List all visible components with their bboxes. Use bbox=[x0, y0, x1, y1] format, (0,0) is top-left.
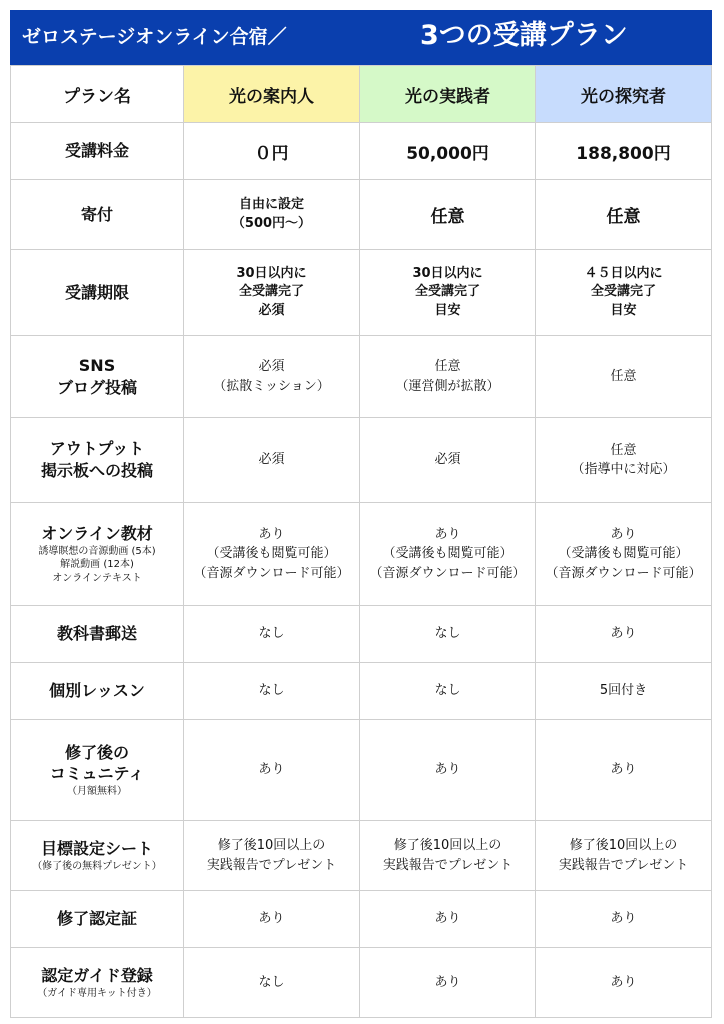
plan-comparison-table bbox=[10, 65, 712, 1018]
table-cell bbox=[360, 503, 536, 606]
cell-line: あり bbox=[258, 526, 285, 542]
table-cell bbox=[360, 821, 536, 891]
row-label-note: オンラインテキスト bbox=[52, 572, 142, 584]
table-row bbox=[11, 821, 712, 891]
table-cell bbox=[184, 821, 360, 891]
table-cell bbox=[184, 180, 360, 250]
table-header-row bbox=[11, 66, 712, 123]
cell-line: 修了後10回以上の bbox=[217, 838, 326, 853]
table-cell: あり bbox=[536, 891, 712, 948]
row-label-text: コミュニティ bbox=[49, 764, 145, 784]
table-row bbox=[11, 891, 712, 948]
table-cell: あり bbox=[360, 891, 536, 948]
row-label bbox=[11, 663, 184, 720]
cell-line: （運営側が拡散） bbox=[395, 378, 500, 394]
cell-line: 全受講完了 bbox=[590, 284, 656, 300]
cell-line: 30日以内に bbox=[412, 266, 483, 282]
table-cell: あり bbox=[536, 720, 712, 821]
table-cell bbox=[536, 503, 712, 606]
header-cell-plan-name: プラン名 bbox=[11, 66, 184, 123]
cell-line: （音源ダウンロード可能） bbox=[193, 565, 350, 581]
table-cell: 5回付き bbox=[536, 663, 712, 720]
cell-line: （指導中に対応） bbox=[571, 462, 676, 477]
table-cell: 任意 bbox=[360, 180, 536, 250]
table-cell: 188,800円 bbox=[536, 123, 712, 180]
cell-line: あり bbox=[610, 526, 637, 542]
row-label-text: 目標設定シート bbox=[40, 838, 153, 858]
table-cell: あり bbox=[184, 720, 360, 821]
row-label-text: 修了認定証 bbox=[56, 909, 137, 929]
cell-line: 目安 bbox=[610, 302, 637, 318]
table-cell bbox=[536, 821, 712, 891]
table-cell bbox=[536, 336, 712, 418]
table-cell: あり bbox=[536, 606, 712, 663]
row-label-text: 受講期限 bbox=[64, 282, 129, 302]
row-label bbox=[11, 336, 184, 418]
row-label bbox=[11, 821, 184, 891]
row-label bbox=[11, 606, 184, 663]
cell-line: （音源ダウンロード可能） bbox=[545, 565, 702, 581]
table-cell: あり bbox=[184, 891, 360, 948]
row-label-text: 教科書郵送 bbox=[56, 624, 137, 644]
table-row bbox=[11, 250, 712, 336]
cell-line: 必須 bbox=[258, 302, 285, 318]
table-cell bbox=[360, 250, 536, 336]
row-label-note: （修了後の無料プレゼント） bbox=[32, 860, 162, 872]
cell-line: （音源ダウンロード可能） bbox=[369, 565, 526, 581]
table-row bbox=[11, 606, 712, 663]
cell-line: あり bbox=[434, 526, 461, 542]
table-row bbox=[11, 720, 712, 821]
row-label-note: （ガイド専用キット付き） bbox=[37, 987, 157, 999]
row-label-text: 受講料金 bbox=[64, 141, 129, 161]
page-header bbox=[10, 10, 712, 65]
row-label-note: 誘導瞑想の音源動画 (5本) bbox=[38, 545, 156, 557]
cell-line: 目安 bbox=[434, 302, 461, 318]
table-cell: あり bbox=[536, 948, 712, 1018]
row-label bbox=[11, 948, 184, 1018]
table-cell bbox=[536, 418, 712, 503]
table-cell: 50,000円 bbox=[360, 123, 536, 180]
cell-line: ４５日以内に bbox=[584, 266, 663, 282]
plan-header-2: 光の実践者 bbox=[360, 66, 536, 123]
table-row bbox=[11, 418, 712, 503]
table-cell: 任意 bbox=[536, 180, 712, 250]
row-label-text: SNS bbox=[78, 355, 116, 375]
table-cell: あり bbox=[360, 720, 536, 821]
cell-line: 任意 bbox=[434, 359, 461, 374]
header-subtitle: ゼロステージオンライン合宿／ bbox=[22, 26, 287, 48]
plan-header-1: 光の案内人 bbox=[184, 66, 360, 123]
row-label bbox=[11, 123, 184, 180]
row-label-text: ブログ投稿 bbox=[56, 377, 137, 397]
table-cell: あり bbox=[360, 948, 536, 1018]
cell-line: 30日以内に bbox=[236, 266, 307, 282]
cell-line: 任意 bbox=[610, 368, 637, 384]
header-title: 3つの受講プラン bbox=[420, 20, 628, 51]
table-row bbox=[11, 180, 712, 250]
table-cell bbox=[184, 503, 360, 606]
row-label-text: 掲示板への投稿 bbox=[40, 461, 153, 480]
row-label bbox=[11, 503, 184, 606]
cell-line: 実践報告でプレゼント bbox=[206, 857, 337, 873]
table-row bbox=[11, 336, 712, 418]
table-cell: なし bbox=[184, 663, 360, 720]
row-label-text: 修了後の bbox=[64, 742, 129, 762]
cell-line: 必須 bbox=[258, 359, 285, 374]
table-cell: なし bbox=[360, 606, 536, 663]
row-label bbox=[11, 250, 184, 336]
table-cell: なし bbox=[184, 948, 360, 1018]
cell-line: 自由に設定 bbox=[238, 197, 304, 213]
table-cell bbox=[184, 250, 360, 336]
row-label-note: 解説動画 (12本) bbox=[60, 559, 134, 571]
row-label bbox=[11, 720, 184, 821]
cell-line: 必須 bbox=[258, 452, 285, 468]
row-label-text: 個別レッスン bbox=[49, 681, 145, 701]
table-cell bbox=[184, 418, 360, 503]
row-label bbox=[11, 891, 184, 948]
table-row bbox=[11, 948, 712, 1018]
row-label-text: 認定ガイド登録 bbox=[41, 965, 153, 985]
table-cell bbox=[360, 336, 536, 418]
cell-line: （受講後も閲覧可能） bbox=[206, 546, 337, 562]
table-cell bbox=[184, 336, 360, 418]
table-row bbox=[11, 123, 712, 180]
cell-line: 全受講完了 bbox=[238, 284, 304, 300]
table-cell: なし bbox=[360, 663, 536, 720]
cell-line: 実践報告でプレゼント bbox=[558, 857, 689, 873]
table-cell bbox=[360, 418, 536, 503]
table-row bbox=[11, 503, 712, 606]
row-label-text: 寄付 bbox=[80, 204, 113, 224]
table-row bbox=[11, 663, 712, 720]
row-label bbox=[11, 418, 184, 503]
table-cell bbox=[536, 250, 712, 336]
cell-line: 実践報告でプレゼント bbox=[382, 857, 513, 873]
row-label-note: （月額無料） bbox=[67, 785, 127, 797]
cell-line: （拡散ミッション） bbox=[213, 378, 330, 394]
cell-line: 全受講完了 bbox=[414, 284, 480, 300]
cell-line: （受講後も閲覧可能） bbox=[558, 546, 689, 562]
plan-header-3: 光の探究者 bbox=[536, 66, 712, 123]
table-cell: なし bbox=[184, 606, 360, 663]
row-label bbox=[11, 180, 184, 250]
cell-line: （500円〜） bbox=[231, 215, 312, 231]
cell-line: 必須 bbox=[434, 452, 461, 468]
cell-line: （受講後も閲覧可能） bbox=[382, 546, 513, 562]
table-cell: ０円 bbox=[184, 123, 360, 180]
cell-line: 任意 bbox=[610, 442, 637, 458]
cell-line: 修了後10回以上の bbox=[393, 838, 502, 853]
row-label-text: アウトプット bbox=[49, 439, 145, 459]
cell-line: 修了後10回以上の bbox=[569, 838, 678, 853]
row-label-text: オンライン教材 bbox=[41, 523, 153, 543]
